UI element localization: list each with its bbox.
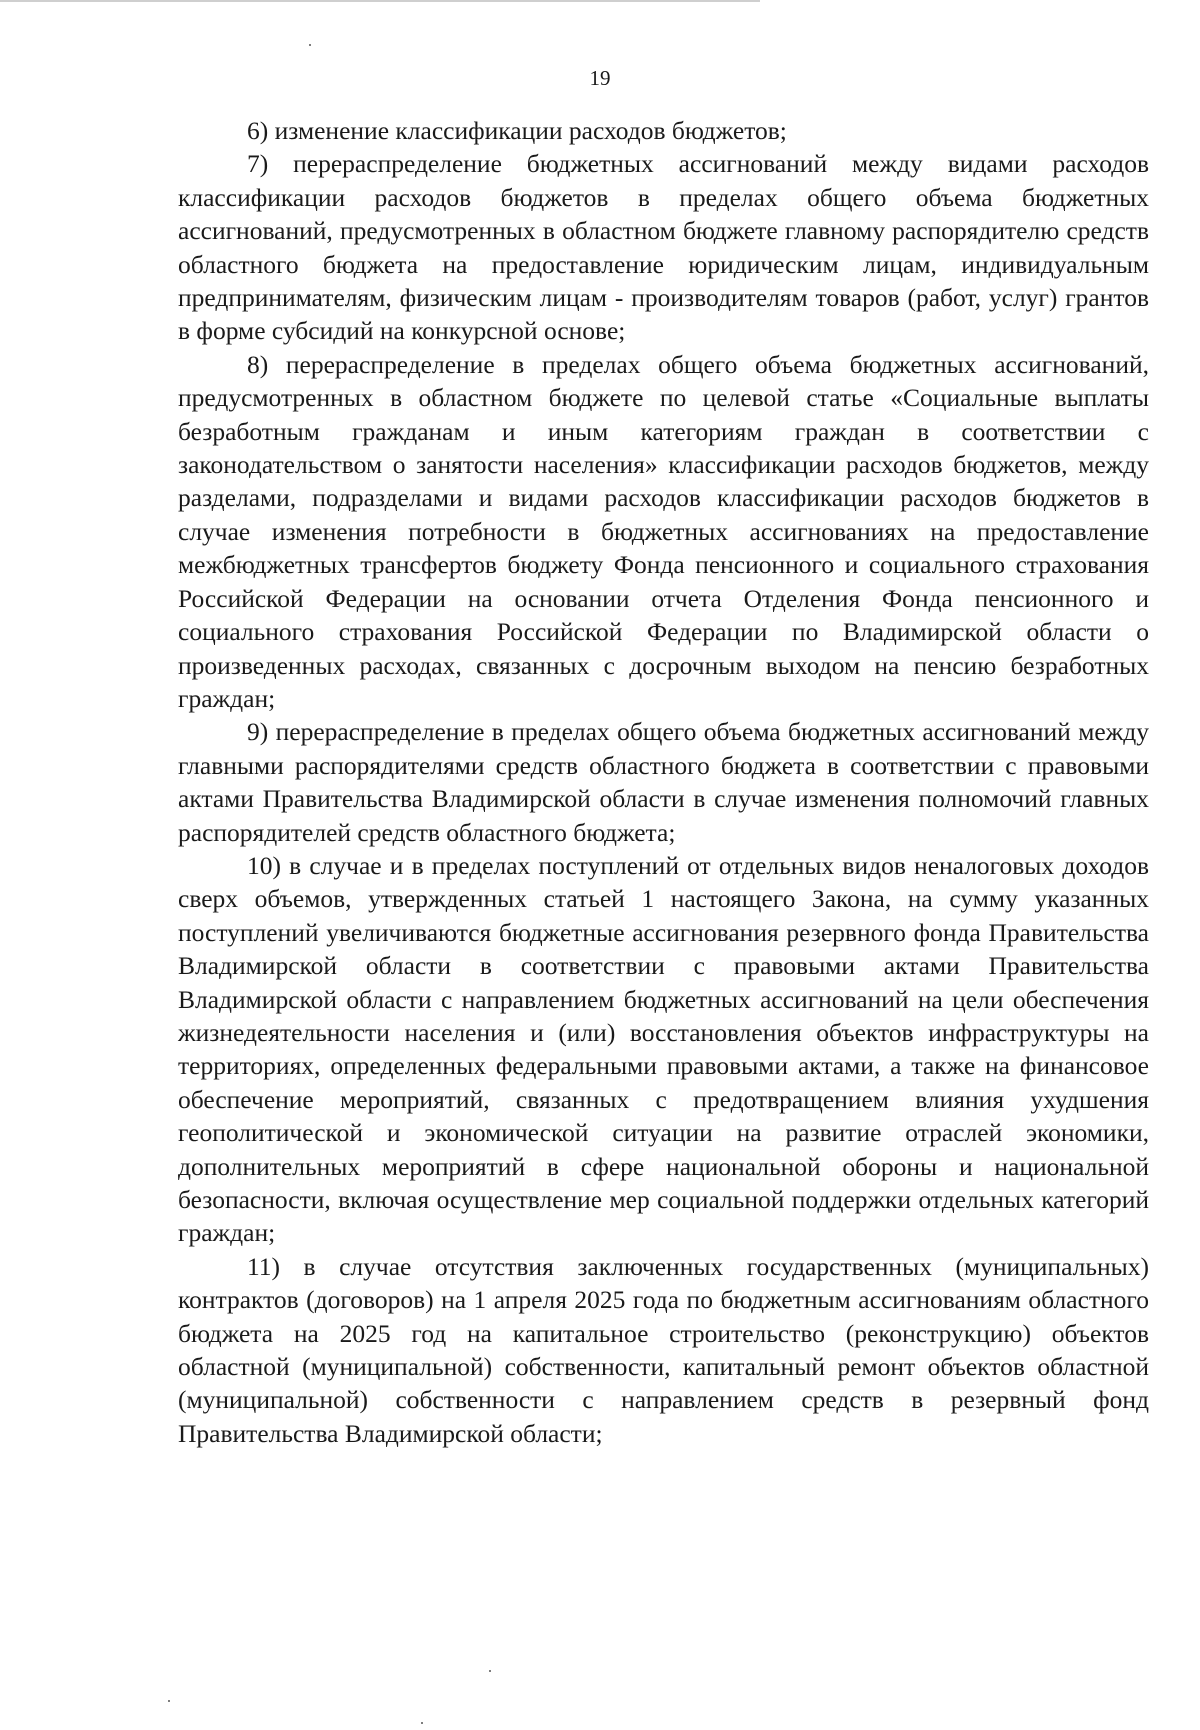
scan-speck <box>489 1670 491 1672</box>
document-body <box>178 114 1149 1450</box>
paragraph-item-7: 7) перераспределение бюджетных ассигнований между видами расходов классификации расходов бюджетов в пределах общего объема бюджетных ассигнований, предусмотренных в областном бюджете главному распорядителю средств областного бюджета на предоставление юридическим лицам, индивидуальным предпринимателям, физическим лицам - производителям товаров (работ, услуг) грантов в форме субсидий на конкурсной основе; <box>178 149 1149 346</box>
paragraph-item-9: 9) перераспределение в пределах общего объема бюджетных ассигнований между главными распорядителями средств областного бюджета в соответствии с правовыми актами Правительства Владимирской области в случае изменения полномочий главных распорядителей средств областного бюджета; <box>178 717 1149 847</box>
paragraph-item-11: 11) в случае отсутствия заключенных государственных (муниципальных) контрактов (договоров) на 1 апреля 2025 года по бюджетным ассигнованиям областного бюджета на 2025 год на капитальное строительство (реконструкцию) объектов областной (муниципальной) собственности, капитальный ремонт объектов областной (муниципальной) собственности с направлением средств в резервный фонд Правительства Владимирской области; <box>178 1251 1149 1448</box>
scan-top-edge <box>0 0 760 2</box>
paragraph-item-10: 10) в случае и в пределах поступлений от отдельных видов неналоговых доходов сверх объемов, утвержденных статьей 1 настоящего Закона, на сумму указанных поступлений увеличиваются бюджетные ассигнования резервного фонда Правительства Владимирской области в соответствии с правовыми актами Правительства Владимирской области с направлением бюджетных ассигнований на цели обеспечения жизнедеятельности населения и (или) восстановления объектов инфраструктуры на территориях, определенных федеральными правовыми актами, а также на финансовое обеспечение мероприятий, связанных с предотвращением влияния ухудшения геополитической и экономической ситуации на развитие отраслей экономики, дополнительных мероприятий в сфере национальной обороны и национальной безопасности, включая осуществление мер социальной поддержки отдельных категорий граждан; <box>178 850 1149 1248</box>
page-number: 19 <box>589 66 611 90</box>
scan-speck <box>309 44 311 46</box>
scan-speck <box>168 1700 170 1702</box>
paragraph-item-8: 8) перераспределение в пределах общего объема бюджетных ассигнований, предусмотренных в областном бюджете по целевой статье «Социальные выплаты безработным гражданам и иным категориям граждан в соответствии с законодательством о занятости населения» классификации расходов бюджетов, между разделами, подразделами и видами расходов классификации расходов бюджетов в случае изменения потребности в бюджетных ассигнованиях на предоставление межбюджетных трансфертов бюджету Фонда пенсионного и социального страхования Российской Федерации на основании отчета Отделения Фонда пенсионного и социального страхования Российской Федерации по Владимирской области о произведенных расходах, связанных с досрочным выходом на пенсию безработных граждан; <box>178 349 1149 713</box>
paragraph-item-6: 6) изменение классификации расходов бюджетов; <box>247 116 787 145</box>
scan-speck <box>421 1722 423 1724</box>
